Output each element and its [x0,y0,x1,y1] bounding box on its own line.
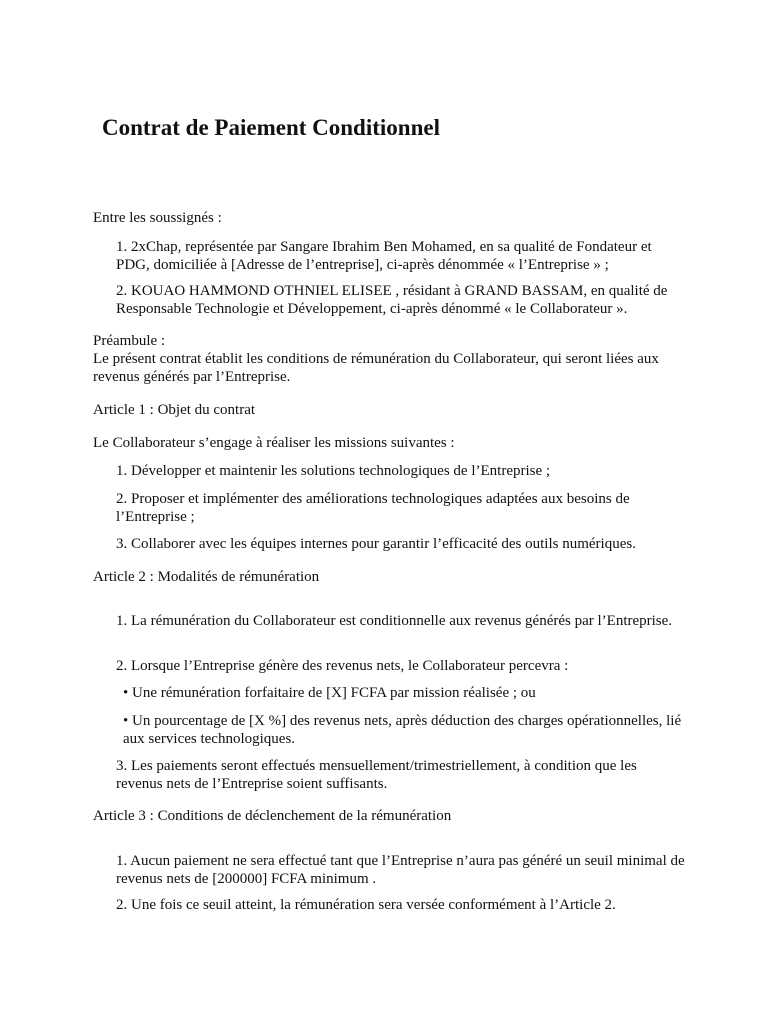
article-1-item-3: 3. Collaborer avec les équipes internes pour garantir l’efficacité des outils numériques. [116,536,636,552]
article-2-bullet-1: • Une rémunération forfaitaire de [X] FCFA par mission réalisée ; ou [123,685,536,701]
party-2: 2. KOUAO HAMMOND OTHNIEL ELISEE , résidant à GRAND BASSAM, en qualité de Responsable Technologie et Développement, ci-après dénommé « le Collaborateur ». [116,283,668,317]
article-3-heading: Article 3 : Conditions de déclenchement de la rémunération [93,808,452,824]
article-2-item-3: 3. Les paiements seront effectués mensuellement/trimestriellement, à condition que les revenus nets de l’Entreprise soient suffisants. [116,758,637,792]
article-2-item-1: 1. La rémunération du Collaborateur est conditionnelle aux revenus générés par l’Entreprise. [116,613,673,629]
intro-text: Entre les soussignés : [93,210,222,226]
article-1-item-1: 1. Développer et maintenir les solutions technologiques de l’Entreprise ; [116,463,551,479]
article-1-item-2: 2. Proposer et implémenter des améliorations technologiques adaptées aux besoins de l’Entreprise ; [116,491,630,525]
preamble-text: Le présent contrat établit les conditions de rémunération du Collaborateur, qui seront liées aux revenus générés par l’Entreprise. [93,351,659,385]
article-2-heading: Article 2 : Modalités de rémunération [93,569,320,585]
party-1: 1. 2xChap, représentée par Sangare Ibrahim Ben Mohamed, en sa qualité de Fondateur et PDG, domiciliée à [Adresse de l’entreprise], ci-après dénommée « l’Entreprise » ; [116,239,652,273]
article-2-item-2: 2. Lorsque l’Entreprise génère des revenus nets, le Collaborateur percevra : [116,658,569,674]
article-1-lead: Le Collaborateur s’engage à réaliser les missions suivantes : [93,435,455,451]
article-3-item-1: 1. Aucun paiement ne sera effectué tant que l’Entreprise n’aura pas généré un seuil minimal de revenus nets de [200000] FCFA minimum . [116,853,685,887]
article-3-item-2: 2. Une fois ce seuil atteint, la rémunération sera versée conformément à l’Article 2. [116,897,616,913]
preamble-heading: Préambule : [93,333,166,349]
article-1-heading: Article 1 : Objet du contrat [93,402,256,418]
page-title: Contrat de Paiement Conditionnel [102,115,440,140]
article-2-bullet-2: • Un pourcentage de [X %] des revenus nets, après déduction des charges opérationnelles, lié aux services technologiques. [123,713,682,747]
